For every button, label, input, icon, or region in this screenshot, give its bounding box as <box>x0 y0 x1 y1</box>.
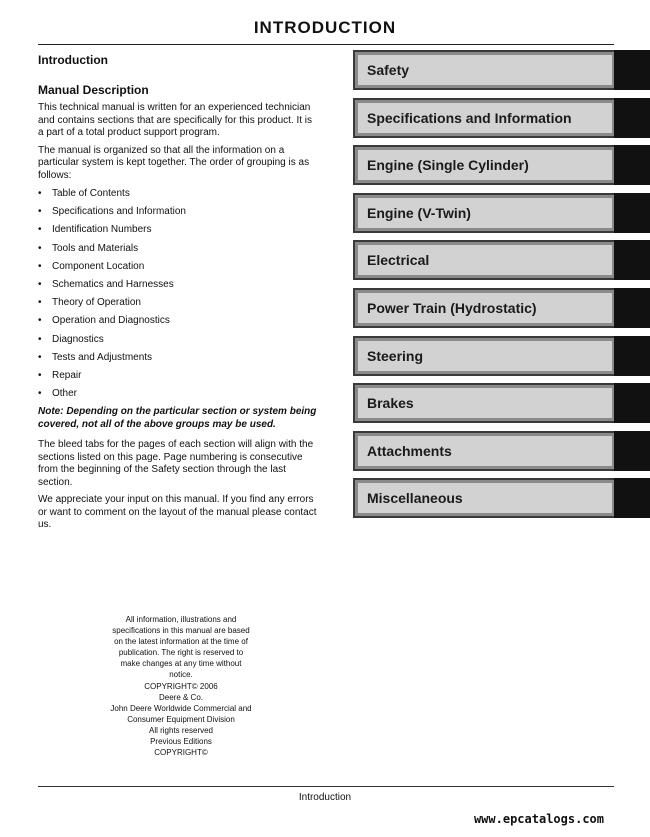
tab-label: Engine (Single Cylinder) <box>358 150 612 180</box>
tab-label: Power Train (Hydrostatic) <box>358 293 612 323</box>
paragraph-bleed-tabs: The bleed tabs for the pages of each section will align with the sections listed on this page. Page numbering is consecutive from the beginning of the Safety section through the last section. <box>38 439 314 488</box>
tab-specifications[interactable] <box>353 98 650 138</box>
copyright-line: on the latest information at the time of <box>114 637 248 647</box>
tab-engine-v-twin[interactable] <box>353 193 650 233</box>
tab-attachments[interactable] <box>353 431 650 471</box>
paragraph-intro: This technical manual is written for an experienced technician and contains sections that are specifically for this product. It is a part of a total product support program. <box>38 102 313 138</box>
note-text: Note: Depending on the particular section or system being covered, not all of the above groups may be used. <box>38 406 317 430</box>
list-item: • Operation and Diagnostics <box>38 314 320 332</box>
list-item: • Theory of Operation <box>38 296 320 314</box>
list-item: • Repair <box>38 369 320 387</box>
tab-label: Engine (V-Twin) <box>358 198 612 228</box>
tab-label: Electrical <box>358 245 612 275</box>
tab-power-train[interactable] <box>353 288 650 328</box>
tab-safety[interactable] <box>353 50 650 90</box>
copyright-line: COPYRIGHT© <box>154 748 208 758</box>
paragraph-feedback: We appreciate your input on this manual. If you find any errors or want to comment on the layout of the manual please contact us. <box>38 494 317 531</box>
copyright-line: COPYRIGHT© 2006 <box>144 681 218 691</box>
copyright-line: specifications in this manual are based <box>112 626 250 636</box>
list-item: • Diagnostics <box>38 333 320 351</box>
list-item: • Specifications and Information <box>38 205 320 223</box>
tab-brakes[interactable] <box>353 383 650 423</box>
tab-label: Safety <box>358 55 612 85</box>
top-rule <box>38 44 614 45</box>
tab-miscellaneous[interactable] <box>353 478 650 518</box>
list-item: • Tools and Materials <box>38 242 320 260</box>
tab-electrical[interactable] <box>353 240 650 280</box>
subheading: Manual Description <box>38 82 149 97</box>
copyright-line: All information, illustrations and <box>125 615 237 624</box>
copyright-line: John Deere Worldwide Commercial and <box>110 703 252 713</box>
copyright-line: Deere & Co. <box>158 692 204 702</box>
page-footer: Introduction <box>298 792 352 803</box>
tab-label: Steering <box>358 341 612 371</box>
list-item: • Table of Contents <box>38 187 320 205</box>
manual-description-column <box>38 54 320 537</box>
watermark-text: www.epcatalogs.com <box>473 812 604 826</box>
copyright-line: make changes at any time without <box>120 659 242 669</box>
tab-engine-single-cylinder[interactable] <box>353 145 650 185</box>
tab-label: Miscellaneous <box>358 483 612 513</box>
grouping-list <box>38 187 320 405</box>
bottom-rule <box>38 786 614 787</box>
list-item: • Identification Numbers <box>38 223 320 241</box>
tab-label: Specifications and Information <box>358 103 612 133</box>
tab-steering[interactable] <box>353 336 650 376</box>
page-title: INTRODUCTION <box>253 18 397 37</box>
section-heading: Introduction <box>38 53 108 67</box>
copyright-line: Consumer Equipment Division <box>127 714 235 724</box>
copyright-line: notice. <box>169 670 193 680</box>
copyright-notice <box>100 614 262 758</box>
tab-label: Brakes <box>358 388 612 418</box>
section-tabs <box>353 50 650 526</box>
paragraph-organization: The manual is organized so that all the information on a particular system is kept together. The order of grouping is as follows: <box>38 144 310 181</box>
copyright-line: Previous Editions <box>150 737 212 747</box>
list-item: • Component Location <box>38 260 320 278</box>
copyright-line: All rights reserved <box>148 725 214 735</box>
tab-label: Attachments <box>358 436 612 466</box>
copyright-line: publication. The right is reserved to <box>118 648 244 658</box>
list-item: • Schematics and Harnesses <box>38 278 320 296</box>
list-item: • Other <box>38 387 320 405</box>
list-item: • Tests and Adjustments <box>38 351 320 369</box>
